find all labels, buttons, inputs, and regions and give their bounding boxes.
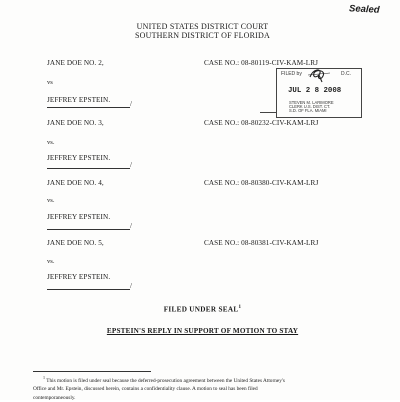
case1-caption-slash: / — [130, 100, 132, 108]
footnote — [33, 374, 378, 402]
case1-plaintiff: JANE DOE NO. 2, — [47, 59, 104, 67]
footnote-separator — [33, 371, 151, 372]
footnote-line1: This motion is filed under seal because the deferred-prosecution agreement between the United States Attorney's — [46, 377, 285, 384]
footnote-line3: contemporaneously. — [33, 394, 76, 401]
case2-number: CASE NO.: 08-80232-CIV-KAM-LRJ — [204, 119, 319, 127]
case3-caption-rule — [47, 229, 130, 230]
case1-vs: vs — [47, 79, 53, 86]
clerk-filing-stamp — [276, 68, 362, 118]
sealed-stamp: Sealed — [349, 3, 381, 16]
case3-defendant: JEFFREY EPSTEIN. — [47, 213, 111, 221]
case3-caption-slash: / — [130, 222, 132, 230]
case2-caption-rule — [47, 168, 130, 169]
case4-caption-slash: / — [130, 282, 132, 290]
case4-caption-rule — [47, 289, 130, 290]
stamp-district: S.D. OF FLA. MIAMI — [289, 108, 327, 113]
court-district: SOUTHERN DISTRICT OF FLORIDA — [134, 31, 271, 40]
case1-caption-rule — [47, 107, 130, 108]
stamp-date: JUL 2 8 2008 — [288, 87, 342, 95]
case2-vs: vs. — [47, 139, 55, 146]
case4-vs: vs. — [47, 258, 55, 265]
case4-plaintiff: JANE DOE NO. 5, — [47, 239, 104, 247]
stamp-clerk-name: STEVEN M. LARIMORE — [289, 100, 334, 105]
case3-number: CASE NO.: 08-80380-CIV-KAM-LRJ — [204, 179, 319, 187]
case2-defendant: JEFFREY EPSTEIN. — [47, 154, 111, 162]
stamp-filed-by: FILED by — [281, 71, 302, 77]
document-title: EPSTEIN'S REPLY IN SUPPORT OF MOTION TO STAY — [106, 327, 299, 335]
case4-number: CASE NO.: 08-80381-CIV-KAM-LRJ — [204, 239, 319, 247]
case3-vs: vs. — [47, 197, 55, 204]
case2-caption-slash: / — [130, 161, 132, 169]
stamp-pointer-line — [260, 112, 276, 113]
case1-defendant: JEFFREY EPSTEIN. — [47, 96, 111, 104]
case3-plaintiff: JANE DOE NO. 4, — [47, 179, 104, 187]
case4-defendant: JEFFREY EPSTEIN. — [47, 273, 111, 281]
footnote-line2: Office and Mr. Epstein, discussed herein, contains a confidentiality clause. A motion to seal has been filed — [33, 386, 258, 393]
case1-number: CASE NO.: 08-80119-CIV-KAM-LRJ — [204, 59, 319, 67]
stamp-clerk-title: CLERK U.S. DIST. CT. — [289, 104, 331, 109]
footnote-marker: 1 — [238, 305, 242, 310]
filed-under-seal-heading: FILED UNDER SEAL$^1$ — [163, 305, 242, 314]
clerk-initials-signature — [306, 67, 332, 83]
court-name: UNITED STATES DISTRICT COURT — [136, 22, 269, 31]
footnote-number: 1 — [43, 375, 45, 380]
stamp-dc: D.C. — [341, 71, 351, 77]
case2-plaintiff: JANE DOE NO. 3, — [47, 119, 104, 127]
